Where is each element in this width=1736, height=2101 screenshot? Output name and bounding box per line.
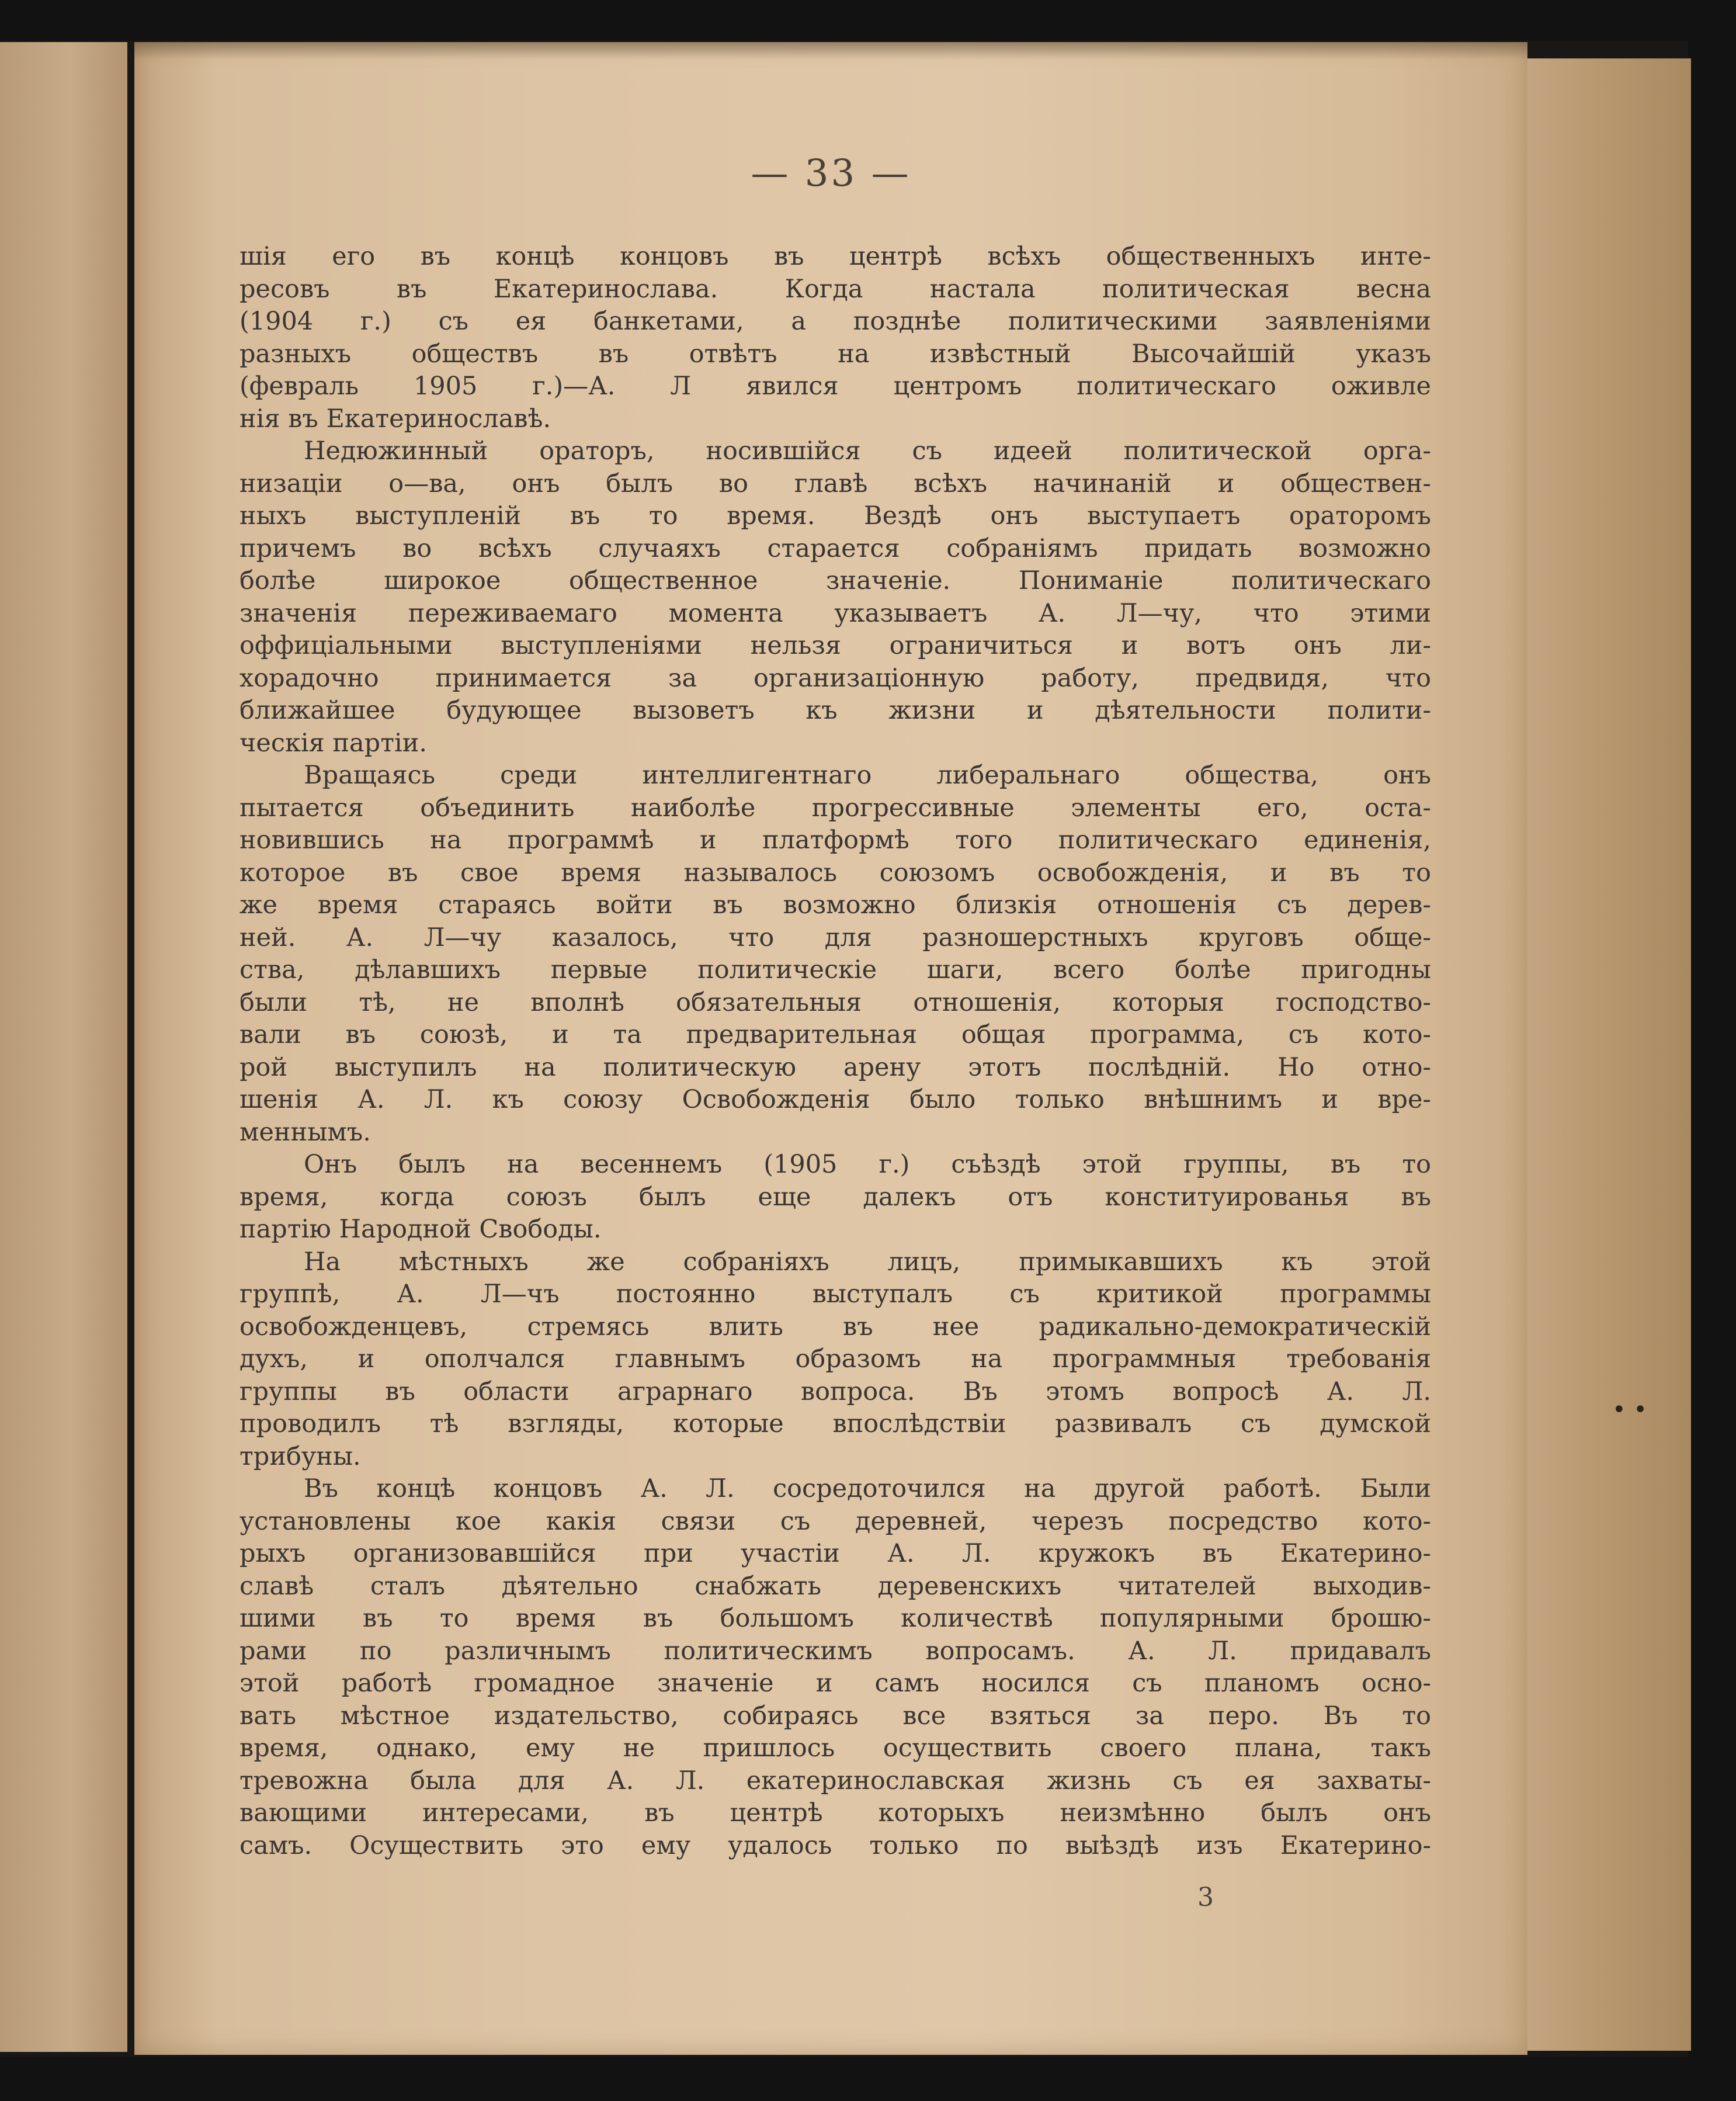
text-line: же время стараясь войти въ возможно близкія отношенія съ дерев-: [239, 890, 1431, 920]
text-line: значенія переживаемаго момента указываетъ А. Л—чу, что этими: [239, 598, 1431, 628]
text-line: (февраль 1905 г.)—А. Л явился центромъ политическаго оживле: [239, 372, 1431, 401]
text-line: группѣ, А. Л—чъ постоянно выступалъ съ критикой программы: [239, 1280, 1431, 1309]
text-line: Въ концѣ концовъ А. Л. сосредоточился на другой работѣ. Были: [304, 1474, 1431, 1503]
text-line: проводилъ тѣ взгляды, которые впослѣдствіи развивалъ съ думской: [239, 1409, 1431, 1438]
text-line: ресовъ въ Екатеринослава. Когда настала политическая весна: [239, 274, 1431, 304]
text-line: разныхъ обществъ въ отвѣтъ на извѣстный Высочайшій указъ: [239, 339, 1431, 369]
text-line: Недюжинный ораторъ, носившійся съ идеей политической орга-: [304, 436, 1431, 466]
text-line: шими въ то время въ большомъ количествѣ популярными брошю-: [239, 1604, 1431, 1633]
text-line: (1904 г.) съ ея банкетами, а позднѣе политическими заявленіями: [239, 307, 1431, 336]
text-line: ческія партіи.: [239, 728, 428, 758]
text-line: рой выступилъ на политическую арену этотъ послѣдній. Но отно-: [239, 1052, 1431, 1082]
text-line: Вращаясь среди интеллигентнаго либеральнаго общества, онъ: [304, 761, 1431, 790]
text-line: новившись на программѣ и платформѣ того политическаго единенія,: [239, 826, 1431, 855]
left-page-edge: [0, 42, 127, 2052]
text-line: ближайшее будующее вызоветъ къ жизни и дѣятельности полити-: [239, 696, 1431, 725]
text-line: духъ, и ополчался главнымъ образомъ на программныя требованія: [239, 1344, 1431, 1374]
text-line: трибуны.: [239, 1441, 361, 1471]
text-line: пытается объединить наиболѣе прогрессивные элементы его, оста-: [239, 793, 1431, 823]
text-line: установлены кое какія связи съ деревней, черезъ посредство кото-: [239, 1506, 1431, 1536]
text-line: самъ. Осуществить это ему удалось только по выѣздѣ изъ Екатерино-: [239, 1830, 1431, 1860]
text-line: которое въ свое время называлось союзомъ освобожденія, и въ то: [239, 858, 1431, 887]
text-line: партію Народной Свободы.: [239, 1215, 602, 1244]
text-line: рами по различнымъ политическимъ вопросамъ. А. Л. придавалъ: [239, 1636, 1431, 1666]
text-line: этой работѣ громадное значеніе и самъ носился съ планомъ осно-: [239, 1669, 1431, 1698]
page-text: [239, 241, 1431, 1862]
text-line: меннымъ.: [239, 1117, 371, 1147]
text-line: вать мѣстное издательство, собираясь все взяться за перо. Въ то: [239, 1701, 1431, 1731]
text-line: вающими интересами, въ центрѣ которыхъ неизмѣнно былъ онъ: [239, 1798, 1431, 1828]
text-line: шенія А. Л. къ союзу Освобожденія было только внѣшнимъ и вре-: [239, 1085, 1431, 1114]
text-line: причемъ во всѣхъ случаяхъ старается собраніямъ придать возможно: [239, 533, 1431, 563]
text-line: низаціи о—ва, онъ былъ во главѣ всѣхъ начинаній и обществен-: [239, 469, 1431, 498]
right-page-edge: [1527, 58, 1691, 2051]
text-line: хорадочно принимается за организаціонную работу, предвидя, что: [239, 663, 1431, 693]
text-line: болѣе широкое общественное значеніе. Пониманіе политическаго: [239, 566, 1431, 595]
text-line: нія въ Екатеринославѣ.: [239, 404, 551, 434]
text-line: были тѣ, не вполнѣ обязательныя отношенія, которыя господство-: [239, 987, 1431, 1017]
text-line: ныхъ выступленій въ то время. Вездѣ онъ выступаетъ ораторомъ: [239, 501, 1431, 531]
text-line: На мѣстныхъ же собраніяхъ лицъ, примыкавшихъ къ этой: [304, 1247, 1431, 1277]
text-line: рыхъ организовавшійся при участіи А. Л. кружокъ въ Екатерино-: [239, 1539, 1431, 1568]
text-line: шія его въ концѣ концовъ въ центрѣ всѣхъ общественныхъ инте-: [239, 242, 1431, 271]
text-line: освобожденцевъ, стремясь влить въ нее радикально-демократическій: [239, 1312, 1431, 1341]
signature-mark: 3: [1197, 1882, 1214, 1912]
text-line: время, когда союзъ былъ еще далекъ отъ конституированья въ: [239, 1182, 1431, 1212]
text-line: ней. А. Л—чу казалось, что для разношерстныхъ круговъ обще-: [239, 923, 1431, 952]
text-line: время, однако, ему не пришлось осуществить своего плана, такъ: [239, 1734, 1431, 1763]
text-line: тревожна была для А. Л. екатеринославская жизнь съ ея захваты-: [239, 1766, 1431, 1795]
text-line: оффиціальными выступленіями нельзя ограничиться и вотъ онъ ли-: [239, 631, 1431, 660]
text-line: ства, дѣлавшихъ первые политическіе шаги, всего болѣе пригодны: [239, 955, 1431, 984]
text-line: Онъ былъ на весеннемъ (1905 г.) съѣздѣ этой группы, въ то: [304, 1150, 1431, 1179]
page-top-shadow: [134, 42, 1527, 60]
text-line: группы въ области аграрнаго вопроса. Въ этомъ вопросѣ А. Л.: [239, 1377, 1431, 1406]
margin-dots: • •: [1612, 1396, 1647, 1423]
page-number: — 33 —: [751, 152, 911, 195]
book-page: [134, 42, 1527, 2055]
text-line: вали въ союзѣ, и та предварительная общая программа, съ кото-: [239, 1020, 1431, 1049]
text-line: славѣ сталъ дѣятельно снабжать деревенскихъ читателей выходив-: [239, 1571, 1431, 1601]
